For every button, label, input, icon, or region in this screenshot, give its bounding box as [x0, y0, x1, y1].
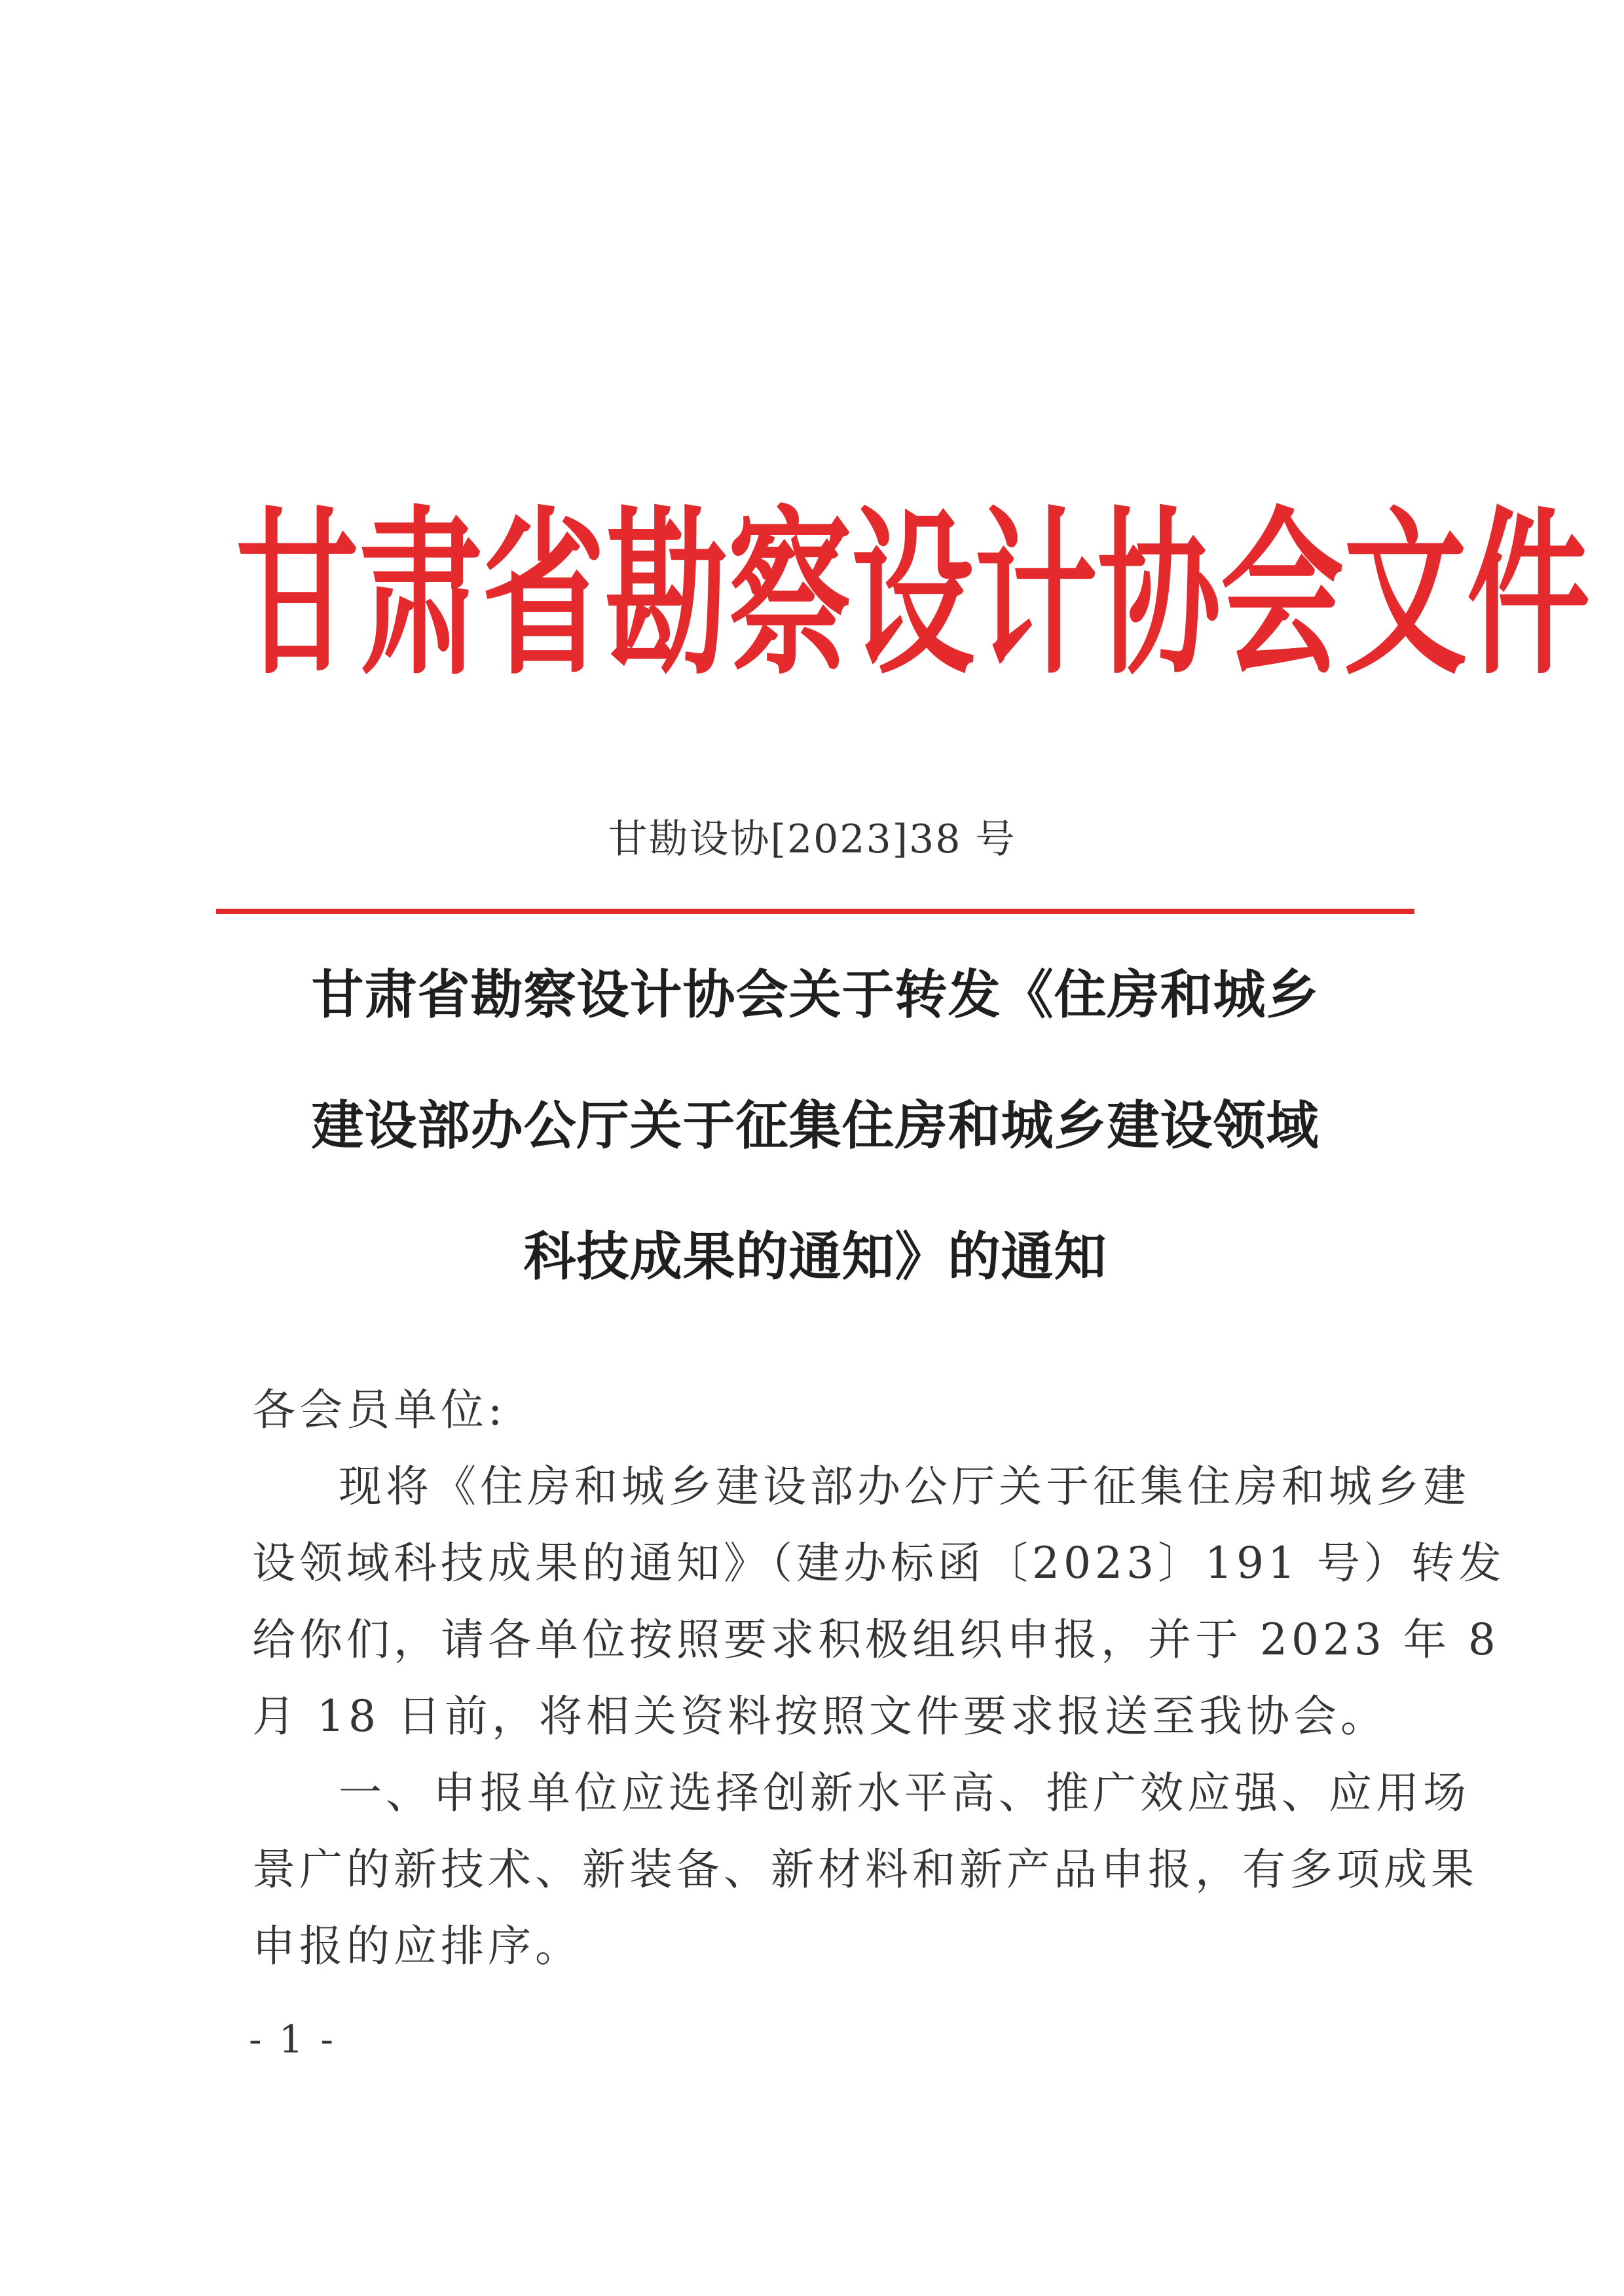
masthead-char: 察 — [728, 491, 851, 700]
red-divider-rule — [216, 909, 1414, 914]
masthead-char: 肃 — [359, 491, 482, 700]
title-line: 建设部办公厅关于征集住房和城乡建设领域 — [311, 1095, 1320, 1156]
body-line: 申报的应排序。 — [252, 1921, 582, 1971]
masthead-char: 协 — [1098, 491, 1221, 700]
masthead-char: 计 — [974, 491, 1098, 700]
salutation: 各会员单位: — [252, 1385, 507, 1435]
body-line: 一、申报单位应选择创新水平高、推广效应强、应用场 — [339, 1768, 1470, 1818]
masthead-char: 勘 — [605, 491, 728, 700]
title-line: 甘肃省勘察设计协会关于转发《住房和城乡 — [311, 964, 1320, 1025]
document-body — [252, 1372, 1505, 1984]
page-number: - 1 - — [249, 2017, 336, 2062]
masthead-red-header — [236, 491, 1590, 700]
body-line: 给你们，请各单位按照要求积极组织申报，并于 2023 年 8 — [252, 1614, 1500, 1665]
body-line: 现将《住房和城乡建设部办公厅关于征集住房和城乡建 — [339, 1461, 1470, 1512]
document-number: 甘勘设协[2023]38 号 — [608, 816, 1016, 862]
masthead-char: 甘 — [236, 491, 359, 700]
body-line: 设领域科技成果的通知》（建办标函〔2023〕191 号）转发 — [252, 1538, 1505, 1588]
masthead-char: 文 — [1344, 491, 1467, 700]
document-title — [216, 956, 1414, 1349]
title-line: 科技成果的通知》的通知 — [523, 1226, 1107, 1287]
masthead-char: 设 — [851, 491, 974, 700]
body-line: 景广的新技术、新装备、新材料和新产品申报，有多项成果 — [252, 1844, 1478, 1895]
body-line: 月 18 日前，将相关资料按照文件要求报送至我协会。 — [252, 1691, 1388, 1741]
masthead-char: 件 — [1467, 491, 1590, 700]
masthead-char: 会 — [1221, 491, 1344, 700]
masthead-char: 省 — [482, 491, 605, 700]
